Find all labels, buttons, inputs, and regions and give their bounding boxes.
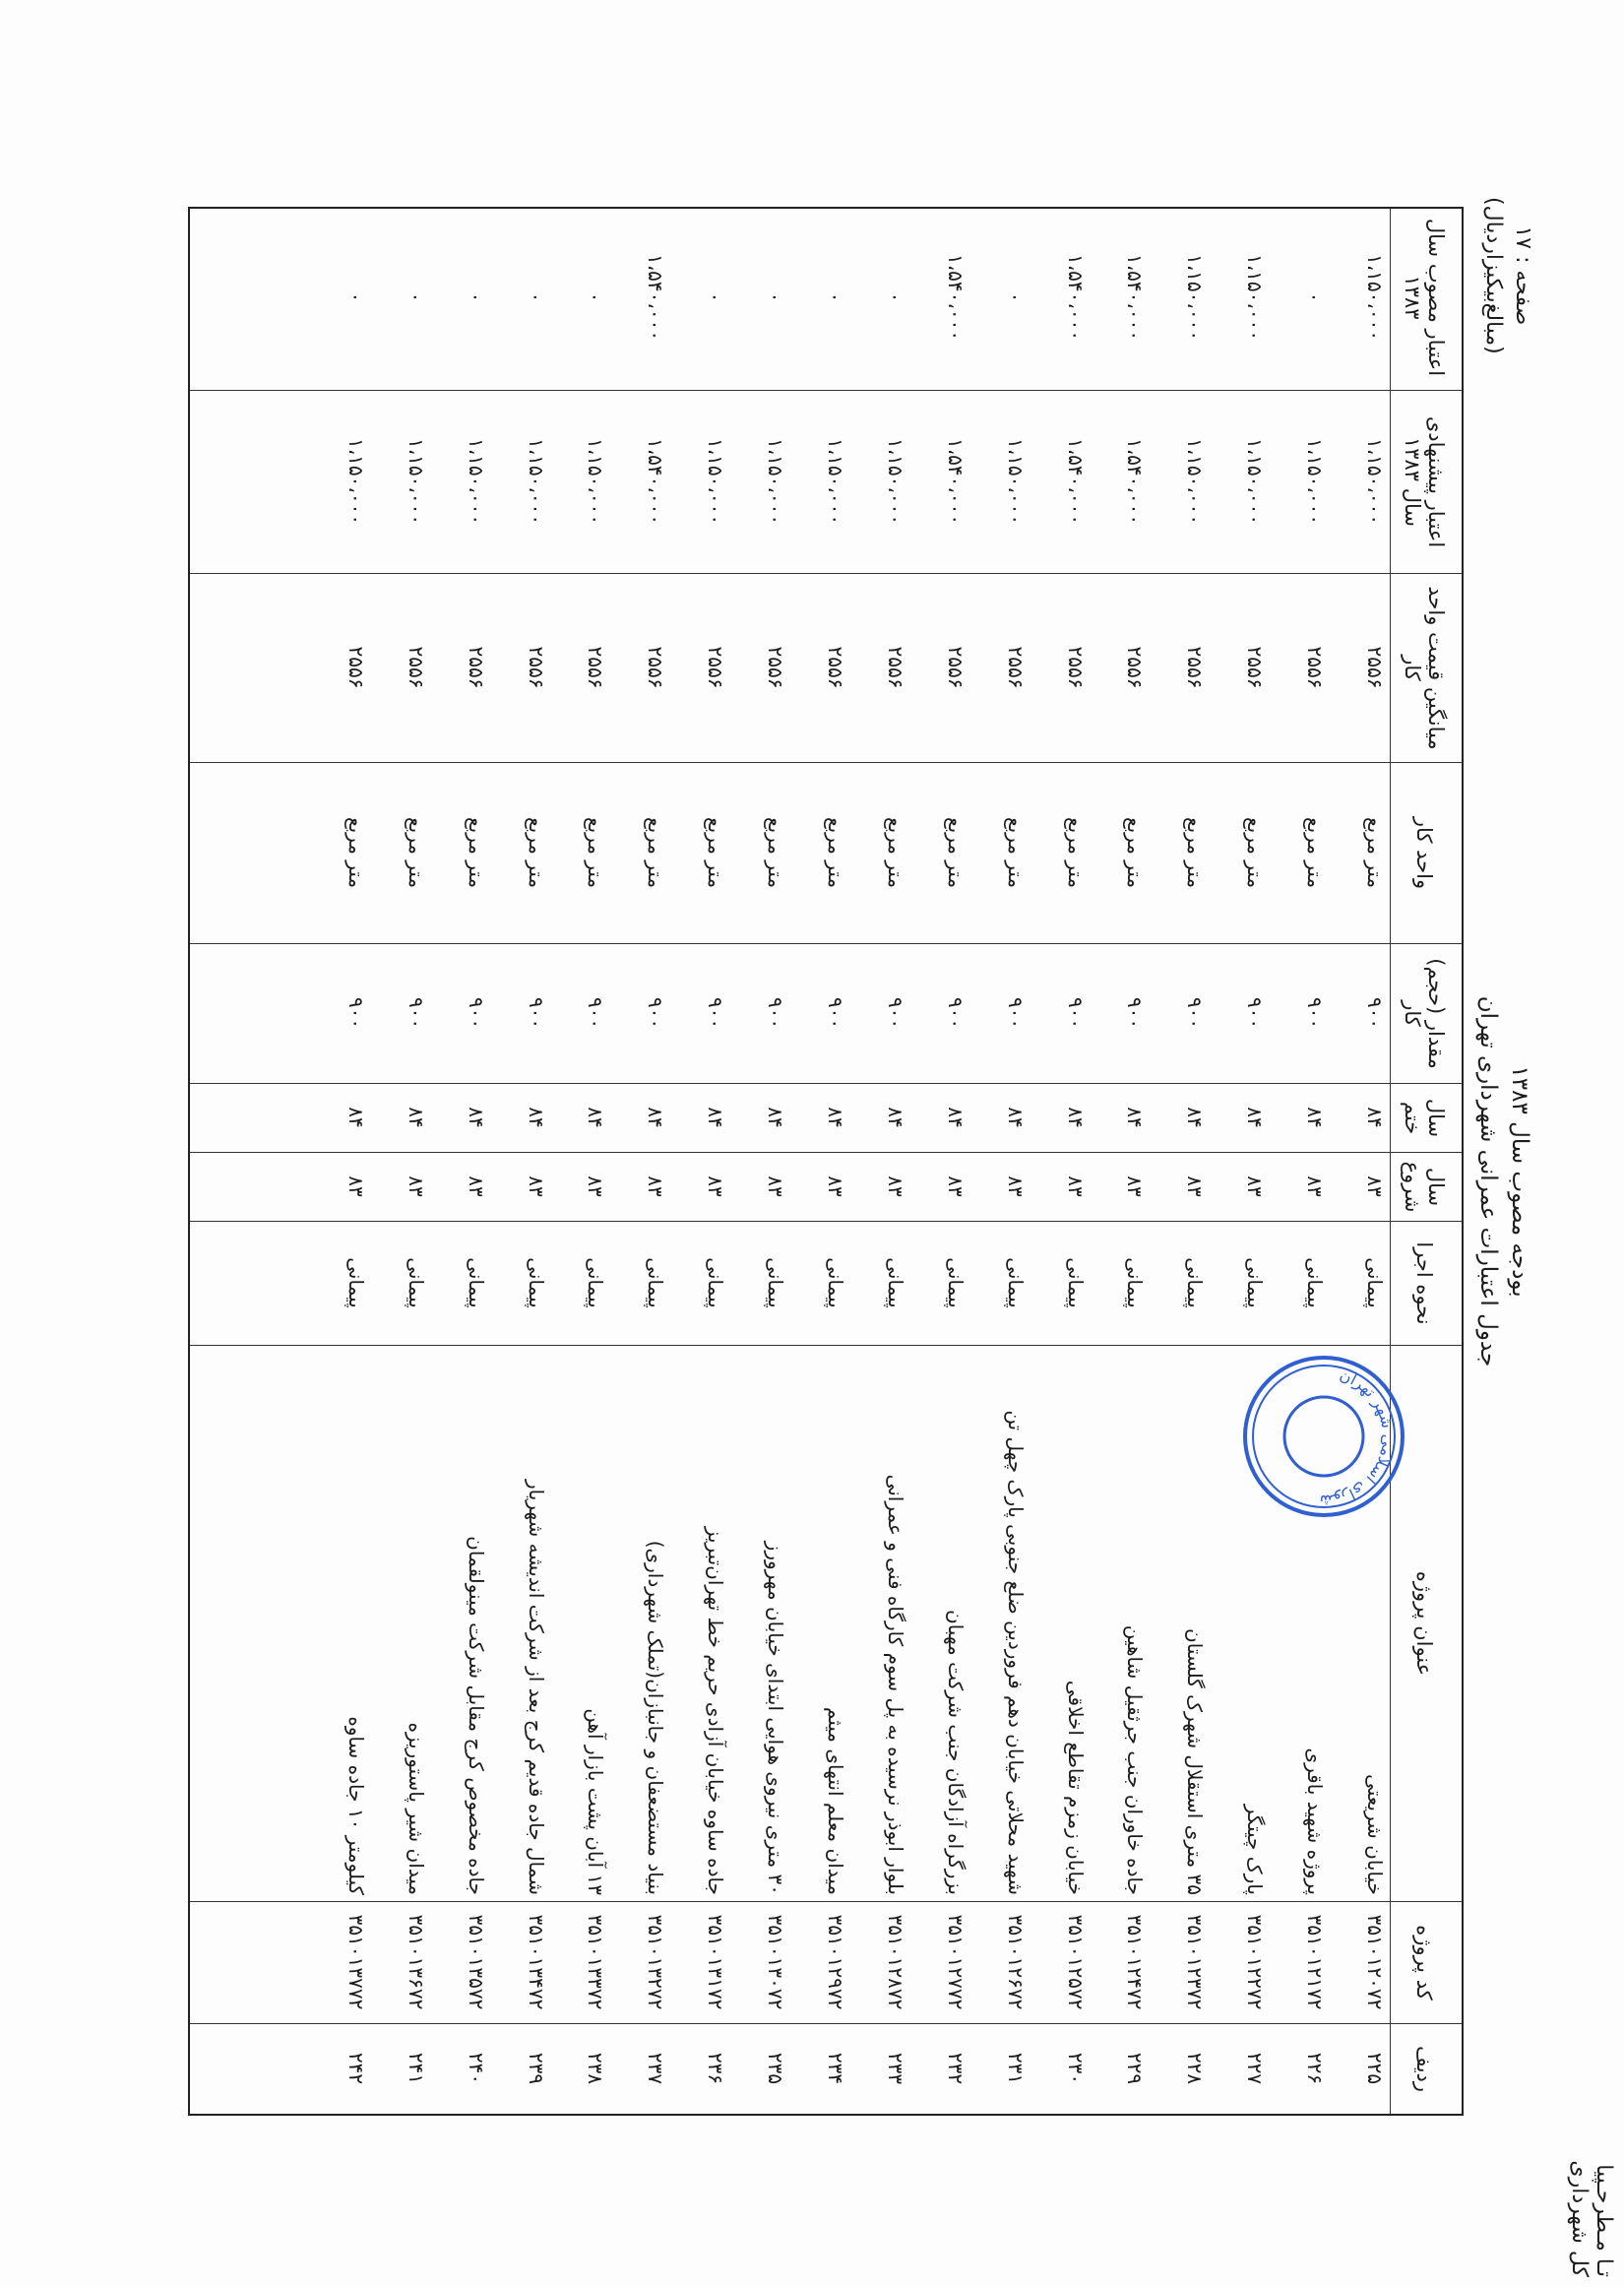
end-year: ۸۴ xyxy=(883,1107,907,1128)
avg-unit-price: ۲۵۵۶ xyxy=(1363,646,1387,689)
org-name xyxy=(1567,2160,1616,2277)
stamp-text: شورای اسلامی شهر تهران xyxy=(1319,1365,1399,1511)
work-quantity: ۹۰۰ xyxy=(344,996,368,1030)
project-title: میدان معلم انتهای میثم xyxy=(823,1706,847,1895)
org-line-1: تـا مـطرحـپیا xyxy=(1592,2164,1616,2277)
end-year: ۸۴ xyxy=(464,1107,488,1128)
approved-credit: ۰ xyxy=(344,291,368,303)
stamp-center-ring xyxy=(1284,1397,1363,1476)
column-header-start-year: سال شروع xyxy=(1391,1152,1462,1221)
row-number: ۲۲۶ xyxy=(1303,2052,1328,2085)
table-row xyxy=(610,209,670,2114)
table-header xyxy=(1390,209,1462,2114)
end-year: ۸۴ xyxy=(644,1107,668,1128)
start-year: ۸۳ xyxy=(823,1175,847,1197)
proposed-credit: ۱،۵۴۰،۰۰۰ xyxy=(1063,437,1088,526)
project-title: پروژه شهید باقری xyxy=(1303,1747,1328,1895)
end-year: ۸۴ xyxy=(943,1107,968,1128)
work-unit: متر مربع xyxy=(1003,816,1028,889)
start-year: ۸۳ xyxy=(704,1175,728,1197)
work-quantity: ۹۰۰ xyxy=(1303,996,1328,1030)
page-number: صفحه : ۱۷ xyxy=(1511,225,1535,326)
project-title: بنیاد مستضعفان و جانبازان(تملک شهرداری) xyxy=(644,1540,668,1895)
avg-unit-price: ۲۵۵۶ xyxy=(524,646,548,689)
execution-method: پیمانی xyxy=(1063,1257,1088,1308)
row-number: ۲۲۷ xyxy=(1243,2052,1268,2085)
end-year: ۸۴ xyxy=(823,1107,847,1128)
table-row xyxy=(551,209,611,2114)
avg-unit-price: ۲۵۵۶ xyxy=(943,646,968,689)
column-header-end-year: سال ختم xyxy=(1391,1083,1462,1152)
approved-credit: ۰ xyxy=(1003,291,1028,303)
execution-method: پیمانی xyxy=(883,1257,907,1308)
row-number: ۲۲۹ xyxy=(1123,2052,1148,2085)
approved-credit: ۱،۱۵۰،۰۰۰ xyxy=(1243,253,1268,342)
table-row xyxy=(910,209,970,2114)
row-number: ۲۳۵ xyxy=(764,2052,788,2085)
work-unit: متر مربع xyxy=(1063,816,1088,889)
column-header-work-quantity: مقدار (حجم) کار xyxy=(1391,943,1462,1083)
work-unit: متر مربع xyxy=(823,816,847,889)
unit-note: (مبالغ‌بیکیزاردیال) xyxy=(1481,197,1506,354)
project-code: ۳۵۱۰۱۳۳۷۲ xyxy=(584,1914,608,2010)
execution-method: پیمانی xyxy=(704,1257,728,1308)
execution-method: پیمانی xyxy=(823,1257,847,1308)
avg-unit-price: ۲۵۵۶ xyxy=(764,646,788,689)
project-title: شمال جاده قدیم کرج بعد از شرکت اندیشه شهریار xyxy=(524,1479,548,1895)
approved-credit: ۱،۵۴۰،۰۰۰ xyxy=(1123,253,1148,342)
proposed-credit: ۱،۱۵۰،۰۰۰ xyxy=(1363,437,1387,526)
project-code: ۳۵۱۰۱۲۱۷۲ xyxy=(1303,1914,1328,2010)
column-header-proposed-credit: اعتبار پیشنهادی سال ۱۳۸۳ xyxy=(1391,390,1462,573)
project-title: پارک چیتگر xyxy=(1243,1804,1268,1895)
table-row xyxy=(1031,209,1091,2114)
row-number: ۲۳۲ xyxy=(943,2052,968,2085)
start-year: ۸۳ xyxy=(1183,1175,1208,1197)
work-unit: متر مربع xyxy=(584,816,608,889)
project-title: ۱۳ آبان پشت بازار آهن xyxy=(584,1708,608,1895)
org-line-2: کل شهرداری xyxy=(1567,2160,1592,2277)
proposed-credit: ۱،۱۵۰،۰۰۰ xyxy=(1003,437,1028,526)
project-title: بزرگراه آزادگان جنب شرکت مهبان xyxy=(943,1610,968,1895)
start-year: ۸۳ xyxy=(1003,1175,1028,1197)
end-year: ۸۴ xyxy=(1003,1107,1028,1128)
work-unit: متر مربع xyxy=(1303,816,1328,889)
work-quantity: ۹۰۰ xyxy=(1063,996,1088,1030)
proposed-credit: ۱،۱۵۰،۰۰۰ xyxy=(704,437,728,526)
work-quantity: ۹۰۰ xyxy=(943,996,968,1030)
proposed-credit: ۱،۱۵۰،۰۰۰ xyxy=(524,437,548,526)
project-code: ۳۵۱۰۱۲۲۷۲ xyxy=(1243,1914,1268,2010)
row-number: ۲۴۰ xyxy=(464,2052,488,2085)
column-header-work-unit: واحد کار xyxy=(1391,762,1462,943)
avg-unit-price: ۲۵۵۶ xyxy=(883,646,907,689)
row-number: ۲۲۸ xyxy=(1183,2052,1208,2085)
execution-method: پیمانی xyxy=(764,1257,788,1308)
start-year: ۸۳ xyxy=(1243,1175,1268,1197)
project-code: ۳۵۱۰۱۳۶۷۲ xyxy=(404,1914,428,2010)
column-header-approved-credit: اعتبار مصوب سال ۱۳۸۳ xyxy=(1401,218,1448,377)
end-year: ۸۴ xyxy=(1363,1107,1387,1128)
end-year: ۸۴ xyxy=(704,1107,728,1128)
work-unit: متر مربع xyxy=(1183,816,1208,889)
work-quantity: ۹۰۰ xyxy=(1243,996,1268,1030)
row-number: ۲۲۵ xyxy=(1363,2052,1387,2085)
proposed-credit: ۱،۱۵۰،۰۰۰ xyxy=(1303,437,1328,526)
approved-credit: ۱،۱۵۰،۰۰۰ xyxy=(1183,253,1208,342)
project-code: ۳۵۱۰۱۳۵۷۲ xyxy=(464,1914,488,2010)
execution-method: پیمانی xyxy=(1003,1257,1028,1308)
work-unit: متر مربع xyxy=(644,816,668,889)
execution-method: پیمانی xyxy=(524,1257,548,1308)
proposed-credit: ۱،۱۵۰،۰۰۰ xyxy=(584,437,608,526)
row-number: ۲۳۳ xyxy=(883,2052,907,2085)
start-year: ۸۳ xyxy=(883,1175,907,1197)
avg-unit-price: ۲۵۵۶ xyxy=(584,646,608,689)
avg-unit-price: ۲۵۵۶ xyxy=(404,646,428,689)
start-year: ۸۳ xyxy=(943,1175,968,1197)
work-quantity: ۹۰۰ xyxy=(1183,996,1208,1030)
project-title: کیلومتر ۱۰ جاده ساوه xyxy=(344,1716,368,1895)
project-title: میدان شیر پاستوریزه xyxy=(404,1722,428,1895)
end-year: ۸۴ xyxy=(344,1107,368,1128)
end-year: ۸۴ xyxy=(1123,1107,1148,1128)
avg-unit-price: ۲۵۵۶ xyxy=(344,646,368,689)
start-year: ۸۳ xyxy=(1063,1175,1088,1197)
end-year: ۸۴ xyxy=(1303,1107,1328,1128)
approved-credit: ۰ xyxy=(464,291,488,303)
project-title: خیابان شریعتی xyxy=(1363,1774,1387,1895)
approved-credit: ۰ xyxy=(524,291,548,303)
approved-credit: ۰ xyxy=(883,291,907,303)
work-unit: متر مربع xyxy=(704,816,728,889)
column-header-project-code: کد پروژه xyxy=(1391,1901,1462,2023)
table-row xyxy=(431,209,491,2114)
start-year: ۸۳ xyxy=(1363,1175,1387,1197)
proposed-credit: ۱،۱۵۰،۰۰۰ xyxy=(1243,437,1268,526)
work-quantity: ۹۰۰ xyxy=(1363,996,1387,1030)
proposed-credit: ۱،۱۵۰،۰۰۰ xyxy=(823,437,847,526)
project-code: ۳۵۱۰۱۲۷۷۲ xyxy=(943,1914,968,2010)
project-code: ۳۵۱۰۱۳۰۷۲ xyxy=(764,1914,788,2010)
project-code: ۳۵۱۰۱۳۴۷۲ xyxy=(524,1914,548,2010)
project-code: ۳۵۱۰۱۲۵۷۲ xyxy=(1063,1914,1088,2010)
avg-unit-price: ۲۵۵۶ xyxy=(1303,646,1328,689)
execution-method: پیمانی xyxy=(1303,1257,1328,1308)
table-row xyxy=(1330,209,1390,2114)
row-number: ۲۳۴ xyxy=(823,2052,847,2085)
approved-credit: ۰ xyxy=(404,291,428,303)
execution-method: پیمانی xyxy=(404,1257,428,1308)
stamp-inner-ring xyxy=(1253,1366,1395,1507)
row-number: ۲۴۱ xyxy=(404,2052,428,2085)
start-year: ۸۳ xyxy=(1303,1175,1328,1197)
execution-method: پیمانی xyxy=(644,1257,668,1308)
end-year: ۸۴ xyxy=(764,1107,788,1128)
project-title: جاده خاوران جنب جرثقیل شاهین xyxy=(1123,1624,1148,1895)
work-unit: متر مربع xyxy=(404,816,428,889)
approved-credit: ۱،۱۵۰،۰۰۰ xyxy=(1363,253,1387,342)
row-number: ۲۳۸ xyxy=(584,2052,608,2085)
end-year: ۸۴ xyxy=(524,1107,548,1128)
work-unit: متر مربع xyxy=(1363,816,1387,889)
table-row xyxy=(790,209,850,2114)
start-year: ۸۳ xyxy=(464,1175,488,1197)
project-code: ۳۵۱۰۱۳۷۷۲ xyxy=(344,1914,368,2010)
table-row xyxy=(371,209,431,2114)
title-line-1: بودجه مصوب سال ۱۳۸۳ xyxy=(1507,1065,1532,1298)
avg-unit-price: ۲۵۵۶ xyxy=(1243,646,1268,689)
work-quantity: ۹۰۰ xyxy=(584,996,608,1030)
row-number: ۲۳۹ xyxy=(524,2052,548,2085)
work-quantity: ۹۰۰ xyxy=(1123,996,1148,1030)
table-row xyxy=(1091,209,1151,2114)
approved-credit: ۱،۵۴۰،۰۰۰ xyxy=(943,253,968,342)
avg-unit-price: ۲۵۵۶ xyxy=(1183,646,1208,689)
work-unit: متر مربع xyxy=(524,816,548,889)
column-header-row-number: ردیف xyxy=(1391,2023,1462,2114)
column-header-project-title: عنوان پروژه xyxy=(1391,1345,1462,1901)
project-code: ۳۵۱۰۱۲۹۷۲ xyxy=(823,1914,847,2010)
execution-method: پیمانی xyxy=(464,1257,488,1308)
proposed-credit: ۱،۱۵۰،۰۰۰ xyxy=(344,437,368,526)
project-title: خیابان زمزم تقاطع اخلاقی xyxy=(1063,1680,1088,1895)
avg-unit-price: ۲۵۵۶ xyxy=(644,646,668,689)
column-header-execution-method: نحوه اجرا xyxy=(1391,1221,1462,1345)
execution-method: پیمانی xyxy=(1183,1257,1208,1308)
work-quantity: ۹۰۰ xyxy=(644,996,668,1030)
table-row xyxy=(670,209,730,2114)
execution-method: پیمانی xyxy=(943,1257,968,1308)
project-title: شهید محلاتی خیابان دهم فروردین ضلع جنوبی پارک چهل تن xyxy=(1003,1410,1028,1895)
proposed-credit: ۱،۱۵۰،۰۰۰ xyxy=(1183,437,1208,526)
work-quantity: ۹۰۰ xyxy=(764,996,788,1030)
execution-method: پیمانی xyxy=(584,1257,608,1308)
project-code: ۳۵۱۰۱۲۶۷۲ xyxy=(1003,1914,1028,2010)
end-year: ۸۴ xyxy=(584,1107,608,1128)
work-unit: متر مربع xyxy=(1123,816,1148,889)
budget-table xyxy=(188,207,1464,2116)
proposed-credit: ۱،۱۵۰،۰۰۰ xyxy=(464,437,488,526)
row-number: ۲۳۱ xyxy=(1003,2052,1028,2085)
avg-unit-price: ۲۵۵۶ xyxy=(1063,646,1088,689)
table-row xyxy=(970,209,1031,2114)
end-year: ۸۴ xyxy=(1243,1107,1268,1128)
work-unit: متر مربع xyxy=(764,816,788,889)
project-title: جاده مخصوص کرج مقابل شرکت مینولقمان xyxy=(464,1536,488,1895)
official-stamp xyxy=(1240,1353,1407,1520)
table-row xyxy=(491,209,551,2114)
work-unit: متر مربع xyxy=(464,816,488,889)
project-title: بلوار ابوذر نرسیده به پل سوم کارگاه فنی و عمرانی xyxy=(883,1474,907,1895)
project-title: ۳۵ متری استقلال شهرک گلستان xyxy=(1183,1628,1208,1895)
approved-credit: ۰ xyxy=(584,291,608,303)
execution-method: پیمانی xyxy=(1243,1257,1268,1308)
project-code: ۳۵۱۰۱۲۰۷۲ xyxy=(1363,1914,1387,2010)
table-row xyxy=(1210,209,1270,2114)
title-line-2: جدول اعتبارات عمرانی شهرداری تهران xyxy=(1475,995,1501,1367)
end-year: ۸۴ xyxy=(1063,1107,1088,1128)
work-unit: متر مربع xyxy=(883,816,907,889)
proposed-credit: ۱،۵۴۰،۰۰۰ xyxy=(644,437,668,526)
work-quantity: ۹۰۰ xyxy=(464,996,488,1030)
start-year: ۸۳ xyxy=(644,1175,668,1197)
table-row xyxy=(1270,209,1330,2114)
approved-credit: ۱،۵۴۰،۰۰۰ xyxy=(1063,253,1088,342)
start-year: ۸۳ xyxy=(584,1175,608,1197)
table-row xyxy=(850,209,910,2114)
project-code: ۳۵۱۰۱۲۴۷۲ xyxy=(1123,1914,1148,2010)
work-quantity: ۹۰۰ xyxy=(883,996,907,1030)
execution-method: پیمانی xyxy=(1363,1257,1387,1308)
avg-unit-price: ۲۵۵۶ xyxy=(464,646,488,689)
approved-credit: ۰ xyxy=(764,291,788,303)
table-row xyxy=(1150,209,1210,2114)
page-meta xyxy=(1478,197,1537,354)
approved-credit: ۰ xyxy=(704,291,728,303)
start-year: ۸۳ xyxy=(524,1175,548,1197)
row-number: ۲۳۰ xyxy=(1063,2052,1088,2085)
project-code: ۳۵۱۰۱۳۱۷۲ xyxy=(704,1914,728,2010)
row-number: ۲۳۶ xyxy=(704,2052,728,2085)
project-code: ۳۵۱۰۱۲۳۷۲ xyxy=(1183,1914,1208,2010)
work-quantity: ۹۰۰ xyxy=(704,996,728,1030)
work-unit: متر مربع xyxy=(344,816,368,889)
avg-unit-price: ۲۵۵۶ xyxy=(704,646,728,689)
approved-credit: ۱،۵۴۰،۰۰۰ xyxy=(644,253,668,342)
work-unit: متر مربع xyxy=(943,816,968,889)
proposed-credit: ۱،۵۴۰،۰۰۰ xyxy=(1123,437,1148,526)
stamp-outer-ring xyxy=(1245,1358,1403,1515)
approved-credit: ۰ xyxy=(1303,291,1328,303)
execution-method: پیمانی xyxy=(1123,1257,1148,1308)
page-title xyxy=(1472,906,1535,1457)
work-quantity: ۹۰۰ xyxy=(1003,996,1028,1030)
work-unit: متر مربع xyxy=(1243,816,1268,889)
start-year: ۸۳ xyxy=(344,1175,368,1197)
project-code: ۳۵۱۰۱۲۸۷۲ xyxy=(883,1914,907,2010)
work-quantity: ۹۰۰ xyxy=(524,996,548,1030)
proposed-credit: ۱،۱۵۰،۰۰۰ xyxy=(764,437,788,526)
row-number: ۲۳۷ xyxy=(644,2052,668,2085)
start-year: ۸۳ xyxy=(1123,1175,1148,1197)
table-body xyxy=(190,209,1390,2114)
avg-unit-price: ۲۵۵۶ xyxy=(1003,646,1028,689)
proposed-credit: ۱،۵۴۰،۰۰۰ xyxy=(943,437,968,526)
row-number: ۲۴۲ xyxy=(344,2052,368,2085)
end-year: ۸۴ xyxy=(1183,1107,1208,1128)
avg-unit-price: ۲۵۵۶ xyxy=(823,646,847,689)
approved-credit: ۰ xyxy=(823,291,847,303)
end-year: ۸۴ xyxy=(404,1107,428,1128)
start-year: ۸۳ xyxy=(404,1175,428,1197)
proposed-credit: ۱،۱۵۰،۰۰۰ xyxy=(883,437,907,526)
avg-unit-price: ۲۵۵۶ xyxy=(1123,646,1148,689)
table-row xyxy=(311,209,371,2114)
work-quantity: ۹۰۰ xyxy=(823,996,847,1030)
project-code: ۳۵۱۰۱۳۲۷۲ xyxy=(644,1914,668,2010)
proposed-credit: ۱،۱۵۰،۰۰۰ xyxy=(404,437,428,526)
project-title: جاده ساوه خیابان آزادی حریم خط تهران‌تبریز xyxy=(704,1526,728,1895)
project-title: ۳۰ متری نیروی هوایی ابتدای خیابان مهرورز xyxy=(764,1541,788,1895)
column-header-avg-unit-price: میانگین قیمت واحد کار xyxy=(1391,573,1462,762)
start-year: ۸۳ xyxy=(764,1175,788,1197)
execution-method: پیمانی xyxy=(344,1257,368,1308)
table-rows xyxy=(190,209,1390,2114)
table-row xyxy=(730,209,790,2114)
work-quantity: ۹۰۰ xyxy=(404,996,428,1030)
